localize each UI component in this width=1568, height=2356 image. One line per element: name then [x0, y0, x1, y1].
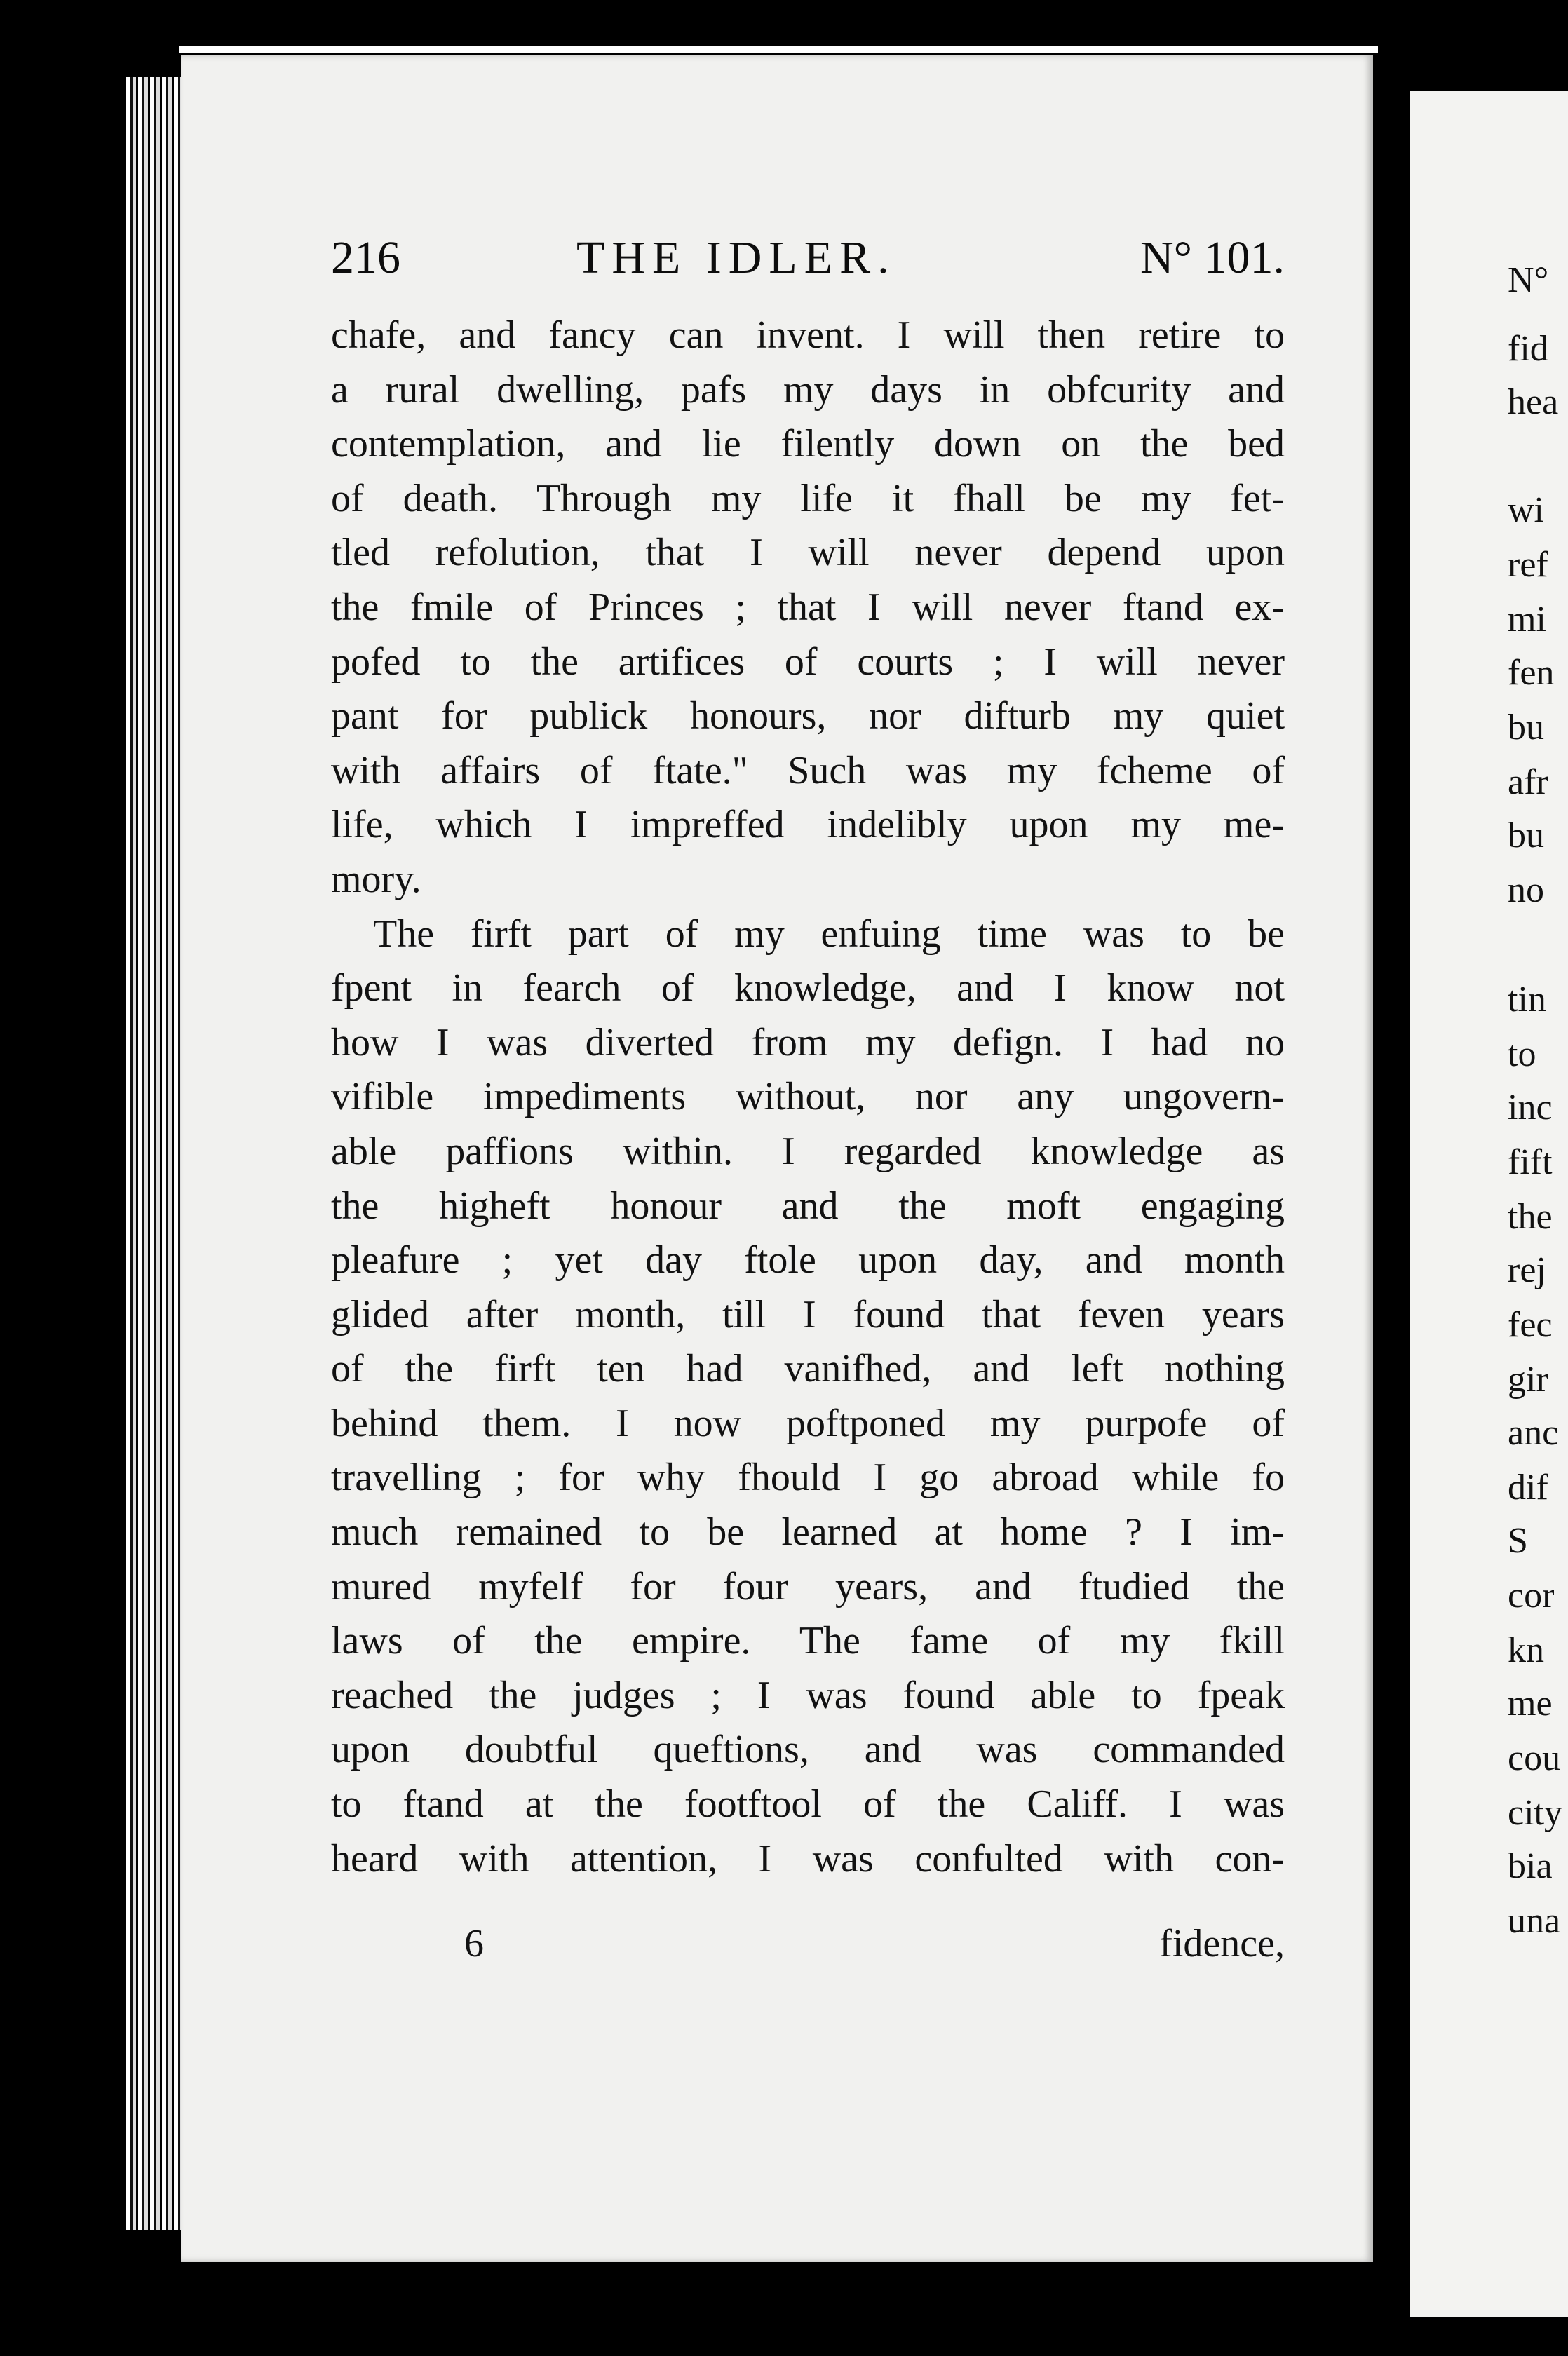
- page-footer: [331, 1921, 1285, 1977]
- facing-fragment: the: [1508, 1197, 1553, 1237]
- facing-fragment: rej: [1508, 1250, 1546, 1290]
- text-line: with affairs of ftate." Such was my fcheme of: [331, 748, 1285, 792]
- text-line: pleafure ; yet day ftole upon day, and month: [331, 1238, 1285, 1282]
- running-title: THE IDLER.: [576, 232, 896, 283]
- facing-fragment: me: [1508, 1684, 1553, 1724]
- facing-fragment: S: [1508, 1521, 1528, 1561]
- facing-fragment: hea: [1508, 382, 1559, 422]
- text-line: life, which I impreffed indelibly upon my me-: [331, 803, 1285, 847]
- facing-fragment: wi: [1508, 490, 1544, 530]
- text-line: behind them. I now poftponed my purpofe of: [331, 1401, 1285, 1445]
- text-line: laws of the empire. The fame of my fkill: [331, 1619, 1285, 1663]
- text-line: reached the judges ; I was found able to fpeak: [331, 1673, 1285, 1717]
- text-line: pant for publick honours, nor difturb my quiet: [331, 694, 1285, 738]
- catchword: fidence,: [1159, 1922, 1285, 1965]
- facing-fragment: fec: [1508, 1305, 1553, 1345]
- facing-fragment: city: [1508, 1793, 1562, 1833]
- facing-fragment: anc: [1508, 1413, 1559, 1453]
- text-line: of the firft ten had vanifhed, and left nothing: [331, 1347, 1285, 1391]
- facing-fragment: gir: [1508, 1360, 1548, 1400]
- text-line: upon doubtful queftions, and was commanded: [331, 1728, 1285, 1772]
- facing-fragment: N°: [1508, 260, 1549, 300]
- page-edges: [126, 77, 185, 2230]
- facing-fragment: dif: [1508, 1468, 1548, 1508]
- text-line: to ftand at the footftool of the Califf. I was: [331, 1782, 1285, 1827]
- text-line: heard with attention, I was confulted with con-: [331, 1836, 1285, 1881]
- facing-fragment: cou: [1508, 1738, 1561, 1778]
- running-header: [331, 231, 1285, 294]
- facing-fragment: fid: [1508, 329, 1548, 369]
- facing-fragment: bia: [1508, 1846, 1553, 1886]
- text-line: travelling ; for why fhould I go abroad while fo: [331, 1456, 1285, 1500]
- issue-number: N° 101.: [1140, 232, 1285, 283]
- facing-fragment: bu: [1508, 708, 1544, 747]
- body-text: [331, 309, 1285, 1886]
- text-line: much remained to be learned at home ? I im-: [331, 1510, 1285, 1555]
- facing-fragment: afr: [1508, 762, 1548, 802]
- facing-fragment: una: [1508, 1901, 1561, 1941]
- text-line: of death. Through my life it fhall be my fet-: [331, 476, 1285, 520]
- top-edge: [179, 46, 1378, 53]
- text-line: able paffions within. I regarded knowledge as: [331, 1129, 1285, 1173]
- paragraph-first-line: The firft part of my enfuing time was to be: [373, 912, 1285, 956]
- facing-page-text: [1508, 0, 1568, 2356]
- facing-fragment: kn: [1508, 1630, 1544, 1670]
- text-line: the higheft honour and the moft engaging: [331, 1184, 1285, 1228]
- text-line: pofed to the artifices of courts ; I will never: [331, 639, 1285, 684]
- text-line: mory.: [331, 857, 421, 901]
- facing-fragment: bu: [1508, 815, 1544, 855]
- text-line: mured myfelf for four years, and ftudied the: [331, 1564, 1285, 1609]
- facing-fragment: no: [1508, 870, 1544, 910]
- facing-fragment: fift: [1508, 1142, 1553, 1182]
- text-line: how I was diverted from my defign. I had no: [331, 1020, 1285, 1064]
- facing-fragment: mi: [1508, 600, 1546, 639]
- facing-fragment: ref: [1508, 545, 1548, 585]
- text-line: a rural dwelling, pafs my days in obfcurity and: [331, 367, 1285, 412]
- text-line: contemplation, and lie filently down on the bed: [331, 422, 1285, 466]
- page-number: 216: [331, 232, 400, 283]
- facing-fragment: tin: [1508, 980, 1546, 1020]
- text-line: glided after month, till I found that feven years: [331, 1292, 1285, 1336]
- text-line: vifible impediments without, nor any ungovern-: [331, 1075, 1285, 1119]
- text-line: the fmile of Princes ; that I will never ftand ex-: [331, 585, 1285, 629]
- text-line: fpent in fearch of knowledge, and I know not: [331, 966, 1285, 1010]
- facing-fragment: inc: [1508, 1088, 1553, 1128]
- facing-fragment: cor: [1508, 1576, 1555, 1616]
- facing-fragment: fen: [1508, 653, 1555, 693]
- facing-fragment: to: [1508, 1034, 1536, 1074]
- text-line: tled refolution, that I will never depend upon: [331, 531, 1285, 575]
- text-line: chafe, and fancy can invent. I will then retire to: [331, 313, 1285, 357]
- signature-mark: 6: [464, 1922, 484, 1965]
